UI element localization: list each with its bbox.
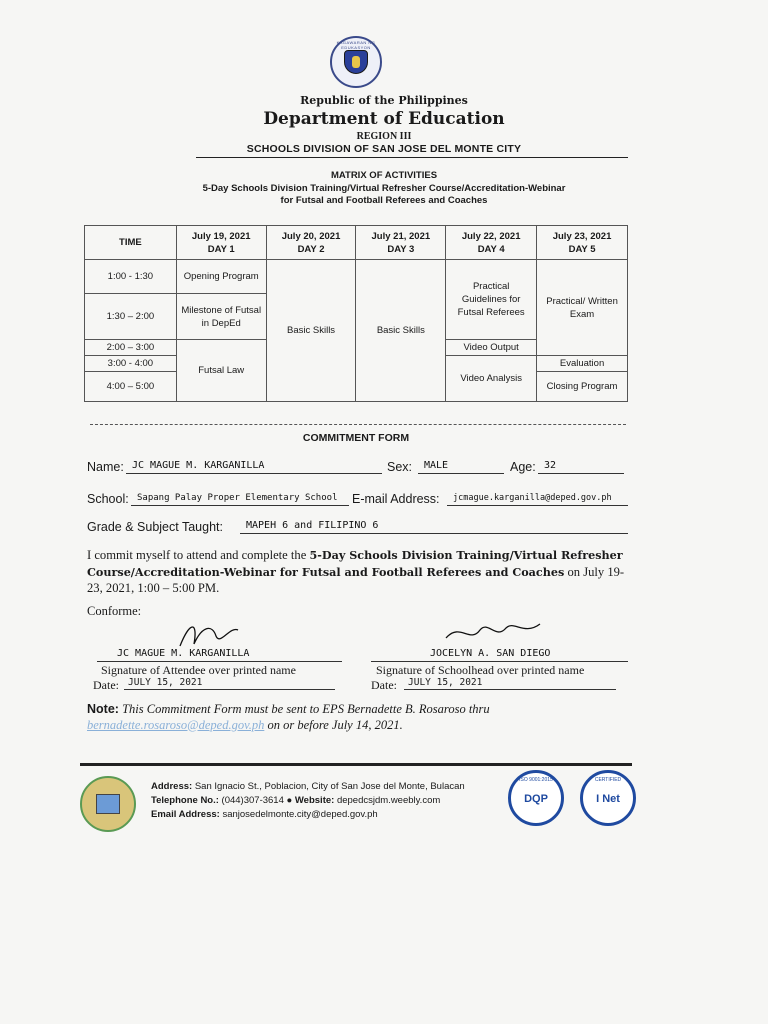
schoolhead-printed-name: JOCELYN A. SAN DIEGO <box>430 648 551 659</box>
matrix-title: MATRIX OF ACTIVITIES <box>330 170 438 181</box>
division-logo-building-icon <box>96 794 120 814</box>
inet-certification-badge: CERTIFIED I Net <box>580 770 636 826</box>
attendee-signature-line <box>97 661 342 662</box>
seal-ring-text: KAGAWARAN NG EDUKASYON <box>336 40 376 50</box>
attendee-printed-name: JC MAGUE M. KARGANILLA <box>117 648 250 659</box>
time-column-header: TIME <box>85 226 177 260</box>
school-field[interactable]: Sapang Palay Proper Elementary School <box>131 491 349 506</box>
day5-header: July 23, 2021 DAY 5 <box>537 226 628 260</box>
commitment-form-title: COMMITMENT FORM <box>302 432 410 444</box>
day2-header: July 20, 2021 DAY 2 <box>266 226 356 260</box>
evaluation-cell: Evaluation <box>537 356 628 372</box>
day3-basic-skills-cell: Basic Skills <box>356 260 446 402</box>
footer-email-link[interactable]: sanjosedelmonte.city@deped.gov.ph <box>219 809 378 820</box>
grade-subject-field[interactable]: MAPEH 6 and FILIPINO 6 <box>240 519 628 534</box>
commitment-statement: I commit myself to attend and complete the 5-Day Schools Division Training/Virtual Refresher Course/Accreditation-Webinar for Futsal and Football Referees and Coaches on July 19-23, 2021, 1:00 – 5:00 PM. <box>87 548 625 595</box>
table-row <box>85 260 628 294</box>
time-cell: 4:00 – 5:00 <box>85 372 177 402</box>
closing-program-cell: Closing Program <box>537 372 628 402</box>
time-cell: 2:00 – 3:00 <box>85 340 177 356</box>
sex-field[interactable]: MALE <box>418 459 504 474</box>
note-email-link[interactable]: bernadette.rosaroso@deped.gov.ph <box>87 717 265 732</box>
practical-guidelines-cell: Practical Guidelines for Futsal Referees <box>446 260 537 340</box>
day1-header: July 19, 2021 DAY 1 <box>176 226 266 260</box>
attendee-date-field[interactable]: JULY 15, 2021 <box>124 677 335 690</box>
attendee-date-label: Date: <box>93 678 119 692</box>
futsal-law-cell: Futsal Law <box>176 340 266 402</box>
footer-email: Email Address: sanjosedelmonte.city@deped.gov.ph <box>151 809 378 820</box>
footer-website-link[interactable]: depedcsjdm.weebly.com <box>334 795 441 806</box>
matrix-subtitle-line2: for Futsal and Football Referees and Coaches <box>280 195 488 206</box>
inet-badge-label: I Net <box>596 793 620 805</box>
submission-note: Note: This Commitment Form must be sent to EPS Bernadette B. Rosaroso thru bernadette.rosaroso@deped.gov.ph on or before July 14, 2021. <box>87 702 490 732</box>
region-heading: REGION III <box>356 131 412 142</box>
deped-seal-logo <box>330 36 382 88</box>
time-cell: 1:30 – 2:00 <box>85 294 177 340</box>
schoolhead-signature-scrawl <box>440 614 550 650</box>
footer-contact: Telephone No.: (044)307-3614 ● Website: depedcsjdm.weebly.com <box>151 795 441 806</box>
cut-line-divider <box>90 424 626 425</box>
attendee-signature-caption: Signature of Attendee over printed name <box>101 663 296 677</box>
header-divider <box>196 157 628 158</box>
name-field[interactable]: JC MAGUE M. KARGANILLA <box>126 459 382 474</box>
email-field[interactable]: jcmague.karganilla@deped.gov.ph <box>447 491 628 506</box>
seal-shield-icon <box>344 50 368 74</box>
footer-address: Address: San Ignacio St., Poblacion, City of San Jose del Monte, Bulacan <box>151 781 465 792</box>
video-output-cell: Video Output <box>446 340 537 356</box>
day4-header: July 22, 2021 DAY 4 <box>446 226 537 260</box>
republic-heading: Republic of the Philippines <box>300 94 468 107</box>
division-heading: SCHOOLS DIVISION OF SAN JOSE DEL MONTE CITY <box>246 143 522 155</box>
time-cell: 3:00 - 4:00 <box>85 356 177 372</box>
school-label: School: <box>87 492 129 506</box>
time-cell: 1:00 - 1:30 <box>85 260 177 294</box>
footer-divider <box>80 763 632 766</box>
age-field[interactable]: 32 <box>538 459 624 474</box>
milestone-futsal-cell: Milestone of Futsal in DepEd <box>176 294 266 340</box>
dqp-badge-label: DQP <box>524 793 548 805</box>
schoolhead-date-field[interactable]: JULY 15, 2021 <box>404 677 616 690</box>
sex-label: Sex: <box>387 460 413 474</box>
schoolhead-date-label: Date: <box>371 678 397 692</box>
practical-written-exam-cell: Practical/ Written Exam <box>537 260 628 356</box>
matrix-subtitle-line1: 5-Day Schools Division Training/Virtual Refresher Course/Accreditation-Webinar <box>202 183 566 194</box>
activities-matrix-table <box>84 225 628 402</box>
conforme-label: Conforme: <box>87 604 142 618</box>
department-heading: Department of Education <box>263 109 505 129</box>
name-label: Name: <box>87 460 124 474</box>
table-header-row <box>85 226 628 260</box>
video-analysis-cell: Video Analysis <box>446 356 537 402</box>
schoolhead-signature-caption: Signature of Schoolhead over printed name <box>376 663 585 677</box>
day3-header: July 21, 2021 DAY 3 <box>356 226 446 260</box>
age-label: Age: <box>510 460 536 474</box>
day2-basic-skills-cell: Basic Skills <box>266 260 356 402</box>
email-label: E-mail Address: <box>352 492 440 506</box>
attendee-signature-scrawl <box>150 616 260 652</box>
division-logo <box>80 776 136 832</box>
opening-program-cell: Opening Program <box>176 260 266 294</box>
schoolhead-signature-line <box>371 661 628 662</box>
grade-subject-label: Grade & Subject Taught: <box>87 520 223 534</box>
dqp-certification-badge: ISO 9001:2015 DQP <box>508 770 564 826</box>
